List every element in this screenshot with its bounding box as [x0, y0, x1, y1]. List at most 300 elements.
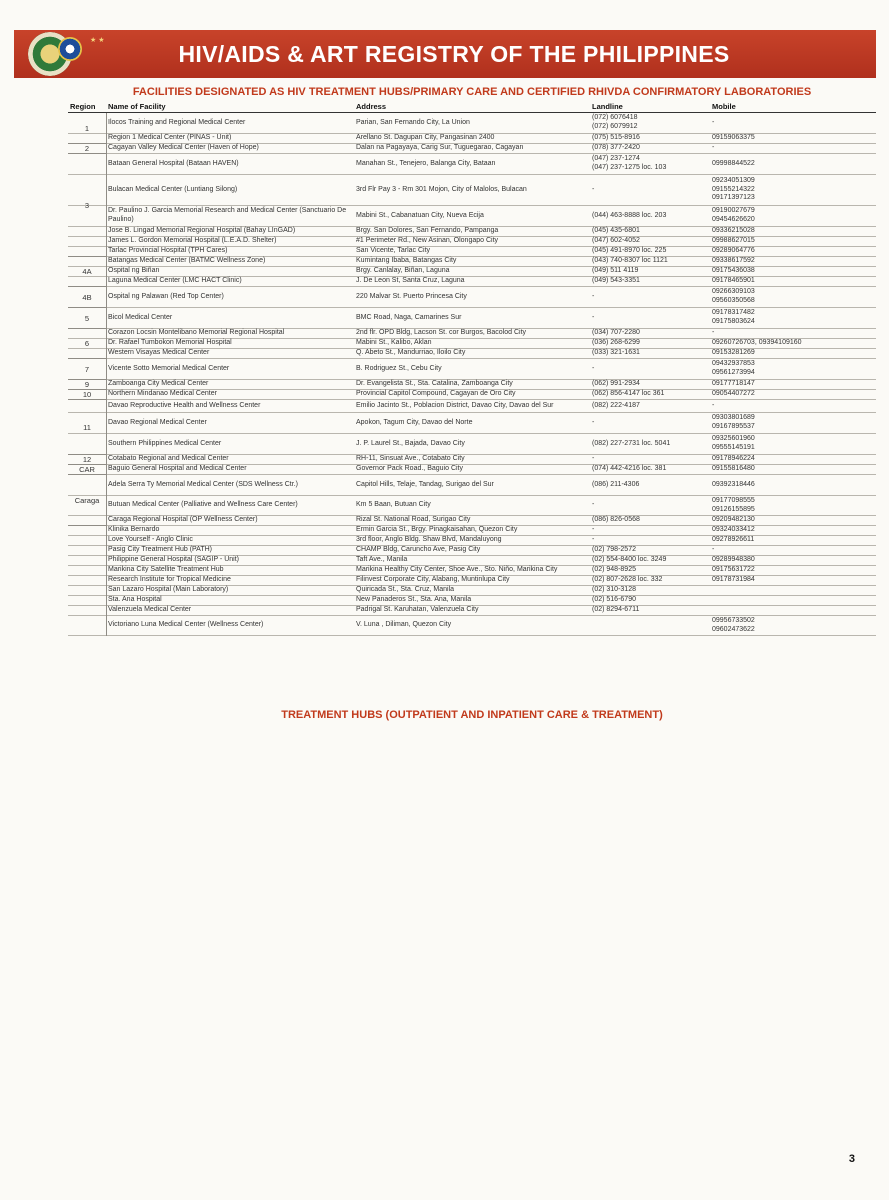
- landline-cell: [592, 134, 712, 143]
- table-row: [68, 526, 876, 536]
- landline-cell: [592, 339, 712, 348]
- facility-name: Northern Mindanao Medical Center: [108, 390, 217, 398]
- facility-name: Bataan General Hospital (Bataan HAVEN): [108, 159, 239, 167]
- mobile-number: 09178317482: [712, 309, 755, 317]
- table-row: [68, 144, 876, 154]
- mobile-cell: [712, 227, 876, 236]
- landline-number: (082) 227-2731 loc. 5041: [592, 439, 671, 447]
- landline-cell: [592, 380, 712, 389]
- facility-name: Bicol Medical Center: [108, 313, 173, 321]
- table-row: [68, 455, 876, 465]
- mobile-cell: [712, 400, 876, 412]
- mobile-number: 09336215028: [712, 227, 755, 235]
- facility-address: BMC Road, Naga, Camarines Sur: [356, 313, 462, 321]
- table-row: [68, 277, 876, 287]
- mobile-cell: [712, 277, 876, 286]
- table-row: [68, 380, 876, 390]
- landline-number: (044) 463-8888 loc. 203: [592, 211, 667, 219]
- facility-name: Dr. Rafael Tumbokon Memorial Hospital: [108, 339, 232, 347]
- column-header-region: Region: [70, 102, 96, 111]
- table-row: [68, 596, 876, 606]
- landline-cell: [592, 516, 712, 525]
- mobile-number: 09988627015: [712, 237, 755, 245]
- facility-address: Emilio Jacinto St., Poblacion District, Davao City, Davao del Sur: [356, 401, 554, 409]
- table-row: [68, 287, 876, 308]
- mobile-cell: [712, 596, 876, 605]
- region-label: Caraga: [68, 475, 106, 526]
- mobile-cell: [712, 413, 876, 433]
- mobile-number: 09454626620: [712, 216, 755, 223]
- mobile-cell: [712, 175, 876, 205]
- mobile-cell: [712, 434, 876, 454]
- facility-name: Pasig City Treatment Hub (PATH): [108, 546, 212, 554]
- mobile-cell: [712, 308, 876, 328]
- table-row: [68, 616, 876, 636]
- landline-number: (045) 435-6801: [592, 227, 640, 235]
- mobile-number: 09175631722: [712, 566, 755, 574]
- facility-address: CHAMP Bldg, Caruncho Ave, Pasig City: [356, 546, 481, 554]
- mobile-number: 09266309103: [712, 288, 755, 296]
- mobile-number: 09178465901: [712, 277, 755, 285]
- mobile-number: 09153281269: [712, 349, 755, 357]
- facility-name: Corazon Locsin Montelibano Memorial Regional Hospital: [108, 329, 285, 337]
- facility-name: Southern Philippines Medical Center: [108, 439, 222, 447]
- landline-cell: [592, 267, 712, 276]
- facility-address: Apokon, Tagum City, Davao del Norte: [356, 418, 473, 426]
- landline-cell: [592, 277, 712, 286]
- column-header-landline: Landline: [592, 102, 623, 111]
- mobile-cell: [712, 287, 876, 307]
- mobile-number: -: [712, 546, 715, 554]
- landline-number: -: [592, 185, 595, 193]
- mobile-number: 09432937853: [712, 360, 755, 368]
- table-header: [68, 99, 876, 113]
- mobile-cell: [712, 134, 876, 143]
- facility-name: Victoriano Luna Medical Center (Wellness Center): [108, 621, 264, 629]
- landline-cell: [592, 154, 712, 174]
- landline-cell: [592, 400, 712, 412]
- table-row: [68, 349, 876, 359]
- page-title: HIV/AIDS & ART REGISTRY OF THE PHILIPPINES: [178, 40, 730, 67]
- mobile-cell: [712, 380, 876, 389]
- mobile-cell: [712, 576, 876, 585]
- table-row: [68, 606, 876, 616]
- landline-number: (047) 237-1274: [592, 155, 640, 163]
- table-row: [68, 566, 876, 576]
- facility-name: Batangas Medical Center (BATMC Wellness Zone): [108, 257, 266, 265]
- mobile-number: 09289064776: [712, 247, 755, 255]
- landline-number: -: [592, 455, 595, 463]
- facility-name: Cagayan Valley Medical Center (Haven of Hope): [108, 144, 259, 152]
- region-label: 6: [68, 329, 106, 359]
- table-row: [68, 536, 876, 546]
- facility-name: San Lazaro Hospital (Main Laboratory): [108, 586, 229, 594]
- facility-address: J. De Leon St, Santa Cruz, Laguna: [356, 277, 465, 285]
- table-row: [68, 175, 876, 206]
- region-label: 2: [68, 144, 106, 154]
- mobile-number: 09177098555: [712, 496, 755, 504]
- landline-cell: [592, 308, 712, 328]
- mobile-number: 09177718147: [712, 380, 755, 388]
- facility-address: Provincial Capitol Compound, Cagayan de Oro City: [356, 390, 516, 398]
- mobile-cell: [712, 566, 876, 575]
- facility-address: B. Rodriguez St., Cebu City: [356, 364, 442, 372]
- mobile-cell: [712, 247, 876, 256]
- landline-number: (02) 798-2572: [592, 546, 636, 554]
- landline-cell: [592, 616, 712, 635]
- mobile-number: -: [712, 144, 715, 152]
- star-decoration-icon: ★ ★: [90, 37, 105, 44]
- landline-number: (049) 543-3351: [592, 277, 640, 285]
- facility-address: Marikina Healthy City Center, Shoe Ave., Sto. Niño, Marikina City: [356, 566, 558, 574]
- facility-address: Ermin Garcia St., Brgy. Pinagkaisahan, Quezon City: [356, 526, 518, 534]
- landline-number: (043) 740-8307 loc 1121: [592, 257, 668, 265]
- facility-name: Ospital ng Palawan (Red Top Center): [108, 292, 224, 300]
- facility-address: Manahan St., Tenejero, Balanga City, Bataan: [356, 159, 496, 167]
- facility-name: Ospital ng Biñan: [108, 267, 160, 275]
- landline-cell: [592, 536, 712, 545]
- landline-cell: [592, 390, 712, 399]
- region-label: 9: [68, 380, 106, 390]
- mobile-number: 09555145191: [712, 444, 755, 451]
- landline-number: (045) 491-8970 loc. 225: [592, 247, 667, 255]
- landline-number: (02) 948-8925: [592, 566, 636, 574]
- landline-cell: [592, 546, 712, 555]
- column-header-mobile: Mobile: [712, 102, 736, 111]
- landline-cell: [592, 556, 712, 565]
- landline-cell: [592, 144, 712, 153]
- mobile-cell: [712, 144, 876, 153]
- table-row: [68, 400, 876, 413]
- landline-cell: [592, 329, 712, 338]
- landline-number: (034) 707-2280: [592, 329, 640, 337]
- table-row: [68, 390, 876, 400]
- region-label: 11: [68, 400, 106, 455]
- facility-name: Butuan Medical Center (Palliative and Wellness Care Center): [108, 501, 298, 509]
- landline-number: (02) 554-8400 loc. 3249: [592, 556, 667, 564]
- landline-number: -: [592, 292, 595, 300]
- mobile-number: 09175803624: [712, 318, 755, 325]
- facility-name: Dr. Paulino J. Garcia Memorial Research and Medical Center (Sanctuario De Paulino): [108, 207, 347, 223]
- facility-name: Cotabato Regional and Medical Center: [108, 455, 229, 463]
- landline-number: -: [592, 536, 595, 544]
- mobile-number: 09234051309: [712, 177, 755, 185]
- mobile-number: 09159063375: [712, 134, 755, 142]
- mobile-number: 09956733502: [712, 616, 755, 624]
- landline-cell: [592, 496, 712, 515]
- table-row: [68, 546, 876, 556]
- region-column-divider: [106, 113, 107, 636]
- facility-name: Sta. Ana Hospital: [108, 596, 162, 604]
- landline-cell: [592, 359, 712, 379]
- table-row: [68, 496, 876, 516]
- region-label: 5: [68, 308, 106, 329]
- facility-address: Brgy. San Dolores, San Fernando, Pampanga: [356, 227, 499, 235]
- landline-cell: [592, 227, 712, 236]
- mobile-number: 09602473622: [712, 625, 755, 633]
- facility-address: Capitol Hills, Telaje, Tandag, Surigao del Sur: [356, 480, 494, 488]
- table-row: [68, 113, 876, 134]
- region-label: 3: [68, 154, 106, 257]
- region-label: 1: [68, 113, 106, 144]
- landline-number: (078) 377-2420: [592, 144, 640, 152]
- landline-number: (075) 515-8916: [592, 134, 640, 142]
- table-row: [68, 134, 876, 144]
- mobile-cell: [712, 546, 876, 555]
- facility-address: San Vicente, Tarlac City: [356, 247, 431, 255]
- mobile-number: -: [712, 401, 715, 409]
- mobile-number: 09338617592: [712, 257, 755, 265]
- landline-number: (02) 516-6790: [592, 596, 636, 604]
- mobile-number: 09171397123: [712, 194, 755, 202]
- region-label: 4A: [68, 257, 106, 287]
- table-row: [68, 359, 876, 380]
- mobile-number: 09155816480: [712, 465, 755, 473]
- facility-address: 3rd Flr Pay 3 - Rm 301 Mojon, City of Malolos, Bulacan: [356, 185, 527, 193]
- region-label: 7: [68, 359, 106, 380]
- table-row: [68, 586, 876, 596]
- facility-address: V. Luna , Diliman, Quezon City: [356, 621, 452, 629]
- table-row: [68, 576, 876, 586]
- facility-address: 220 Malvar St. Puerto Princesa City: [356, 292, 467, 300]
- facility-address: Taft Ave., Manila: [356, 556, 408, 564]
- facility-address: New Panaderos St., Sta. Ana, Manila: [356, 596, 472, 604]
- philippine-seal-logo: [58, 37, 82, 61]
- table-row: [68, 227, 876, 237]
- mobile-cell: [712, 329, 876, 338]
- facility-name: Valenzuela Medical Center: [108, 606, 192, 614]
- section-title-diagnostic-labs: FACILITIES DESIGNATED AS HIV TREATMENT HUBS/PRIMARY CARE AND CERTIFIED RHIVDA CONFIRMATORY LABORATORIES: [132, 86, 812, 98]
- mobile-number: -: [712, 329, 715, 337]
- facility-name: Jose B. Lingad Memorial Regional Hospital (Bahay LInGAD): [108, 227, 296, 235]
- facility-address: Parian, San Fernando City, La Union: [356, 118, 470, 126]
- table-row: [68, 413, 876, 434]
- mobile-number: -: [712, 118, 715, 126]
- table-row: [68, 434, 876, 455]
- mobile-cell: [712, 339, 876, 348]
- title-banner: [14, 30, 876, 78]
- table-row: [68, 247, 876, 257]
- landline-number: (062) 856-4147 loc 361: [592, 390, 665, 398]
- landline-cell: [592, 606, 712, 615]
- mobile-number: 09260726703, 09394109160: [712, 339, 802, 347]
- region-label: 12: [68, 455, 106, 465]
- landline-number: (082) 222-4187: [592, 401, 640, 409]
- landline-cell: [592, 413, 712, 433]
- mobile-cell: [712, 516, 876, 525]
- region-label: 10: [68, 390, 106, 400]
- landline-number: (074) 442-4216 loc. 381: [592, 465, 667, 473]
- table-row: [68, 237, 876, 247]
- facility-name: Baguio General Hospital and Medical Center: [108, 465, 247, 473]
- facility-name: Bulacan Medical Center (Luntiang Silong): [108, 185, 238, 193]
- mobile-cell: [712, 536, 876, 545]
- table-row: [68, 257, 876, 267]
- landline-number: (02) 8294-6711: [592, 606, 640, 614]
- facility-address: 2nd flr. OPD Bldg, Lacson St. cor Burgos, Bacolod City: [356, 329, 527, 337]
- landline-cell: [592, 247, 712, 256]
- facility-name: Klinika Bernardo: [108, 526, 160, 534]
- mobile-cell: [712, 267, 876, 276]
- mobile-cell: [712, 390, 876, 399]
- facility-address: Km 5 Baan, Butuan City: [356, 501, 431, 509]
- facility-name: Love Yourself - Anglo Clinic: [108, 536, 193, 544]
- mobile-cell: [712, 606, 876, 615]
- table-row: [68, 308, 876, 329]
- mobile-cell: [712, 586, 876, 595]
- facility-address: #1 Perimeter Rd., New Asinan, Olongapo City: [356, 237, 499, 245]
- facility-address: Kumintang Ibaba, Batangas City: [356, 257, 457, 265]
- landline-number: -: [592, 418, 595, 426]
- mobile-cell: [712, 616, 876, 635]
- facility-name: Tarlac Provincial Hospital (TPH Cares): [108, 247, 228, 255]
- table-row: [68, 516, 876, 526]
- landline-cell: [592, 455, 712, 464]
- facility-name: Davao Reproductive Health and Wellness Center: [108, 401, 261, 409]
- facility-address: Governor Pack Road., Baguio City: [356, 465, 463, 473]
- landline-cell: [592, 206, 712, 226]
- mobile-number: 09278926611: [712, 536, 755, 544]
- landline-cell: [592, 475, 712, 495]
- facility-address: Quiricada St., Sta. Cruz, Manila: [356, 586, 455, 594]
- landline-cell: [592, 175, 712, 205]
- facility-address: Mabini St., Cabanatuan City, Nueva Ecija: [356, 211, 484, 219]
- mobile-cell: [712, 154, 876, 174]
- landline-cell: [592, 526, 712, 535]
- table-row: [68, 465, 876, 475]
- facility-name: Laguna Medical Center (LMC HACT Clinic): [108, 277, 242, 285]
- facility-address: Arellano St. Dagupan City, Pangasinan 2400: [356, 134, 495, 142]
- mobile-cell: [712, 455, 876, 464]
- facility-name: James L. Gordon Memorial Hospital (L.E.A.D. Shelter): [108, 237, 277, 245]
- page-number: 3: [848, 1153, 855, 1165]
- facility-name: Vicente Sotto Memorial Medical Center: [108, 364, 230, 372]
- table-row: [68, 267, 876, 277]
- facility-address: 3rd floor, Anglo Bldg. Shaw Blvd, Mandaluyong: [356, 536, 502, 544]
- facility-address: Mabini St., Kalibo, Aklan: [356, 339, 432, 347]
- mobile-cell: [712, 206, 876, 226]
- facility-address: Dr. Evangelista St., Sta. Catalina, Zamboanga City: [356, 380, 513, 388]
- mobile-number: 09325601960: [712, 435, 755, 443]
- table-row: [68, 154, 876, 175]
- region-label: CAR: [68, 465, 106, 475]
- mobile-cell: [712, 257, 876, 266]
- landline-number: -: [592, 526, 595, 534]
- landline-number: -: [592, 313, 595, 321]
- facility-address: Rizal St. National Road, Surigao City: [356, 516, 471, 524]
- mobile-cell: [712, 556, 876, 565]
- facility-address: J. P. Laurel St., Bajada, Davao City: [356, 439, 465, 447]
- landline-cell: [592, 287, 712, 307]
- region-label: 4B: [68, 287, 106, 308]
- mobile-number: 09178946224: [712, 455, 755, 463]
- landline-number: (036) 268-6299: [592, 339, 640, 347]
- mobile-number: 09303801689: [712, 414, 755, 422]
- mobile-number: 09392318446: [712, 480, 755, 488]
- landline-number: -: [592, 501, 595, 509]
- facility-name: Davao Regional Medical Center: [108, 418, 207, 426]
- facility-name: Western Visayas Medical Center: [108, 349, 210, 357]
- landline-cell: [592, 576, 712, 585]
- landline-number: (072) 6079912: [592, 123, 638, 130]
- landline-number: (02) 807-2628 loc. 332: [592, 576, 663, 584]
- mobile-number: 09209482130: [712, 516, 755, 524]
- landline-number: (086) 211-4306: [592, 480, 640, 488]
- landline-number: (072) 6076418: [592, 114, 638, 122]
- landline-cell: [592, 237, 712, 246]
- landline-cell: [592, 257, 712, 266]
- mobile-cell: [712, 349, 876, 358]
- landline-cell: [592, 596, 712, 605]
- table-row: [68, 339, 876, 349]
- landline-number: (02) 310-3128: [592, 586, 636, 594]
- mobile-cell: [712, 465, 876, 474]
- column-header-address: Address: [356, 102, 387, 111]
- landline-cell: [592, 113, 712, 133]
- mobile-cell: [712, 359, 876, 379]
- landline-number: (047) 237-1275 loc. 103: [592, 164, 667, 171]
- mobile-cell: [712, 496, 876, 515]
- landline-cell: [592, 434, 712, 454]
- mobile-number: 09561273994: [712, 369, 755, 376]
- landline-cell: [592, 586, 712, 595]
- mobile-number: 09054407272: [712, 390, 755, 398]
- landline-cell: [592, 566, 712, 575]
- landline-cell: [592, 465, 712, 474]
- landline-number: (047) 602-4052: [592, 237, 640, 245]
- facility-name: Research Institute for Tropical Medicine: [108, 576, 231, 584]
- mobile-number: 09167895537: [712, 423, 755, 430]
- mobile-number: 09155214322: [712, 185, 755, 193]
- table-row: [68, 475, 876, 496]
- mobile-cell: [712, 475, 876, 495]
- landline-cell: [592, 349, 712, 358]
- facility-name: Ilocos Training and Regional Medical Center: [108, 118, 246, 126]
- facility-address: RH-11, Sinsuat Ave., Cotabato City: [356, 455, 465, 463]
- facility-name: Philippine General Hospital (SAGIP - Unit): [108, 556, 239, 564]
- mobile-number: 09560350568: [712, 297, 755, 304]
- mobile-number: 09289948380: [712, 556, 755, 564]
- mobile-cell: [712, 237, 876, 246]
- mobile-number: 09998844522: [712, 159, 755, 167]
- landline-number: -: [592, 364, 595, 372]
- facility-name: Marikina City Satellite Treatment Hub: [108, 566, 224, 574]
- facility-name: Region 1 Medical Center (PINAS - Unit): [108, 134, 232, 142]
- facility-name: Zamboanga City Medical Center: [108, 380, 209, 388]
- facility-name: Adela Serra Ty Memorial Medical Center (SDS Wellness Ctr.): [108, 480, 298, 488]
- section-title-treatment-hubs: TREATMENT HUBS (OUTPATIENT AND INPATIENT CARE & TREATMENT): [281, 709, 663, 721]
- mobile-number: 09190027679: [712, 207, 755, 215]
- facility-address: Filinvest Corporate City, Alabang, Muntinlupa City: [356, 576, 510, 584]
- table-row: [68, 556, 876, 566]
- facility-address: Dalan na Pagayaya, Carig Sur, Tuguegarao, Cagayan: [356, 144, 524, 152]
- mobile-number: 09175436038: [712, 267, 755, 275]
- landline-number: (086) 826-0568: [592, 516, 640, 524]
- table-row: [68, 329, 876, 339]
- column-header-name: Name of Facility: [108, 102, 166, 111]
- landline-number: (033) 321-1631: [592, 349, 640, 357]
- mobile-number: 09178731984: [712, 576, 755, 584]
- landline-number: (049) 511 4119: [592, 267, 639, 275]
- facility-name: Caraga Regional Hospital (OP Wellness Center): [108, 516, 258, 524]
- mobile-cell: [712, 113, 876, 133]
- mobile-number: 09324033412: [712, 526, 755, 534]
- table-row: [68, 206, 876, 227]
- mobile-number: 09126155895: [712, 505, 755, 513]
- facility-address: Q. Abeto St., Mandurriao, Iloilo City: [356, 349, 466, 357]
- facility-address: Brgy. Canlalay, Biñan, Laguna: [356, 267, 450, 275]
- landline-number: (062) 991-2934: [592, 380, 640, 388]
